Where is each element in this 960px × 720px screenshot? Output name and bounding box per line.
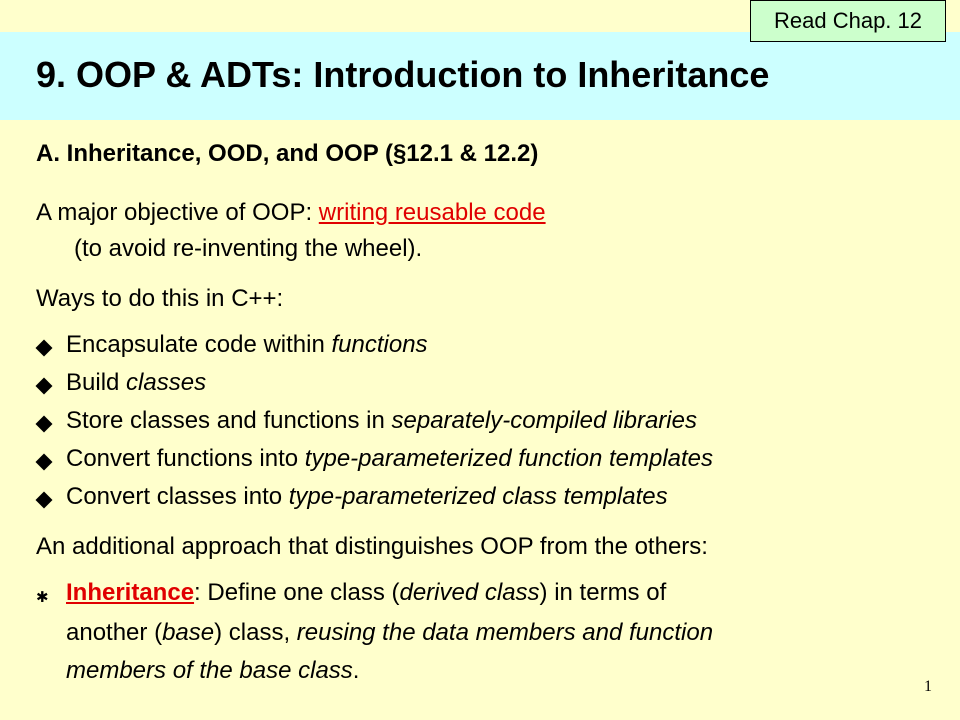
bullet-item <box>66 330 428 360</box>
bullet-item <box>66 482 668 512</box>
diamond-icon <box>36 340 53 357</box>
inheritance-emphasis: derived class <box>399 579 540 606</box>
inheritance-text: another ( <box>66 619 163 646</box>
page-number: 1 <box>924 678 932 695</box>
bullet-item <box>66 444 713 474</box>
objective-prefix: A major objective of OOP: <box>36 199 319 226</box>
diamond-icon <box>36 454 53 471</box>
inheritance-line-3 <box>66 656 359 686</box>
inheritance-text: . <box>352 657 360 684</box>
inheritance-line-1 <box>66 578 666 608</box>
inheritance-term: Inheritance <box>66 579 195 606</box>
bullet-text: Convert classes into <box>66 483 289 510</box>
bullet-item <box>66 368 206 398</box>
read-note-box: Read Chap. 12 <box>750 0 946 42</box>
inheritance-line-2 <box>66 618 713 648</box>
inheritance-emphasis: base <box>162 619 215 646</box>
bullet-item <box>66 406 697 436</box>
objective-line <box>36 198 546 228</box>
inheritance-text: ) class, <box>214 619 297 646</box>
diamond-icon <box>36 378 53 395</box>
additional-approach: An additional approach that distinguishes OOP from the others: <box>36 533 708 560</box>
inheritance-emphasis: reusing the data members and function <box>296 619 714 646</box>
asterisk-icon: ✱ <box>36 589 49 606</box>
section-heading: A. Inheritance, OOD, and OOP (§12.1 & 12.2) <box>36 140 539 167</box>
inheritance-emphasis: members of the base class <box>66 657 353 684</box>
bullet-emphasis: functions <box>331 331 428 358</box>
ways-intro: Ways to do this in C++: <box>36 285 284 312</box>
bullet-text: Convert functions into <box>66 445 305 472</box>
bullet-emphasis: type-parameterized function templates <box>304 445 714 472</box>
objective-highlight: writing reusable code <box>318 199 546 226</box>
bullet-text: Encapsulate code within <box>66 331 332 358</box>
bullet-text: Build <box>66 369 127 396</box>
inheritance-text: ) in terms of <box>539 579 667 606</box>
slide-title: 9. OOP & ADTs: Introduction to Inheritance <box>36 54 770 95</box>
objective-continuation: (to avoid re-inventing the wheel). <box>74 235 423 262</box>
inheritance-text: : Define one class ( <box>194 579 400 606</box>
diamond-icon <box>36 492 53 509</box>
bullet-text: Store classes and functions in <box>66 407 392 434</box>
bullet-emphasis: type-parameterized class templates <box>288 483 668 510</box>
bullet-emphasis: separately-compiled libraries <box>391 407 697 434</box>
diamond-icon <box>36 416 53 433</box>
bullet-emphasis: classes <box>126 369 207 396</box>
